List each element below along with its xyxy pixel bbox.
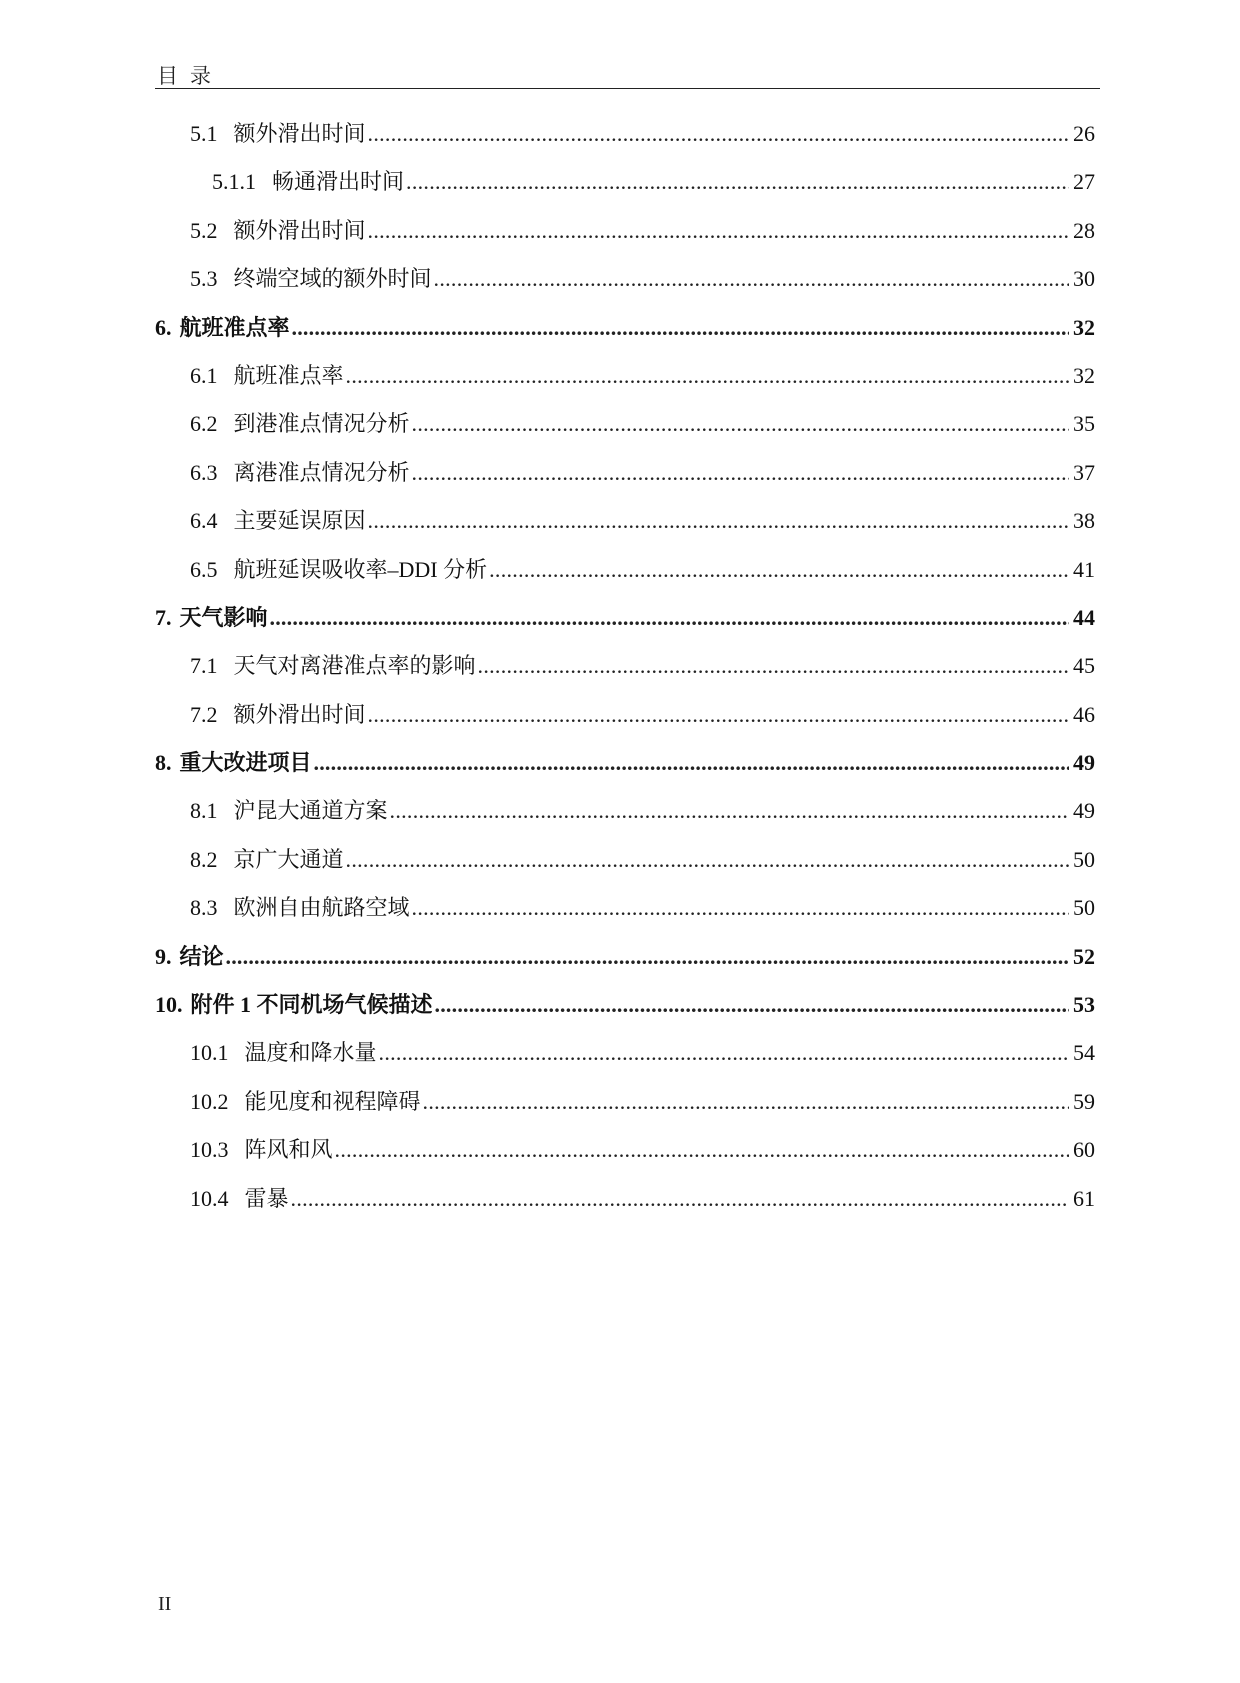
- toc-entry[interactable]: [155, 1126, 1095, 1174]
- toc-entry[interactable]: [155, 400, 1095, 448]
- toc-entry-title: 离港准点情况分析: [233, 459, 410, 485]
- toc-entry-title: 京广大通道: [233, 846, 344, 872]
- toc-entry-title: 天气影响: [179, 604, 268, 630]
- toc-entry-title: 附件 1 不同机场气候描述: [190, 992, 433, 1018]
- dot-leader: [423, 1078, 1069, 1126]
- toc-entry-number: 5.3: [190, 266, 218, 292]
- toc-entry[interactable]: [155, 642, 1095, 690]
- dot-leader: [368, 691, 1069, 739]
- toc-entry-number: 6.1: [190, 362, 218, 388]
- toc-entry-title: 到港准点情况分析: [233, 411, 410, 437]
- toc-entry-number: 10.2: [190, 1088, 229, 1114]
- toc-entry-number: 7.: [155, 604, 172, 630]
- dot-leader: [368, 497, 1069, 545]
- toc-entry-number: 10.: [155, 992, 183, 1018]
- toc-entry-page: 32: [1073, 362, 1095, 388]
- toc-entry-page: 35: [1073, 411, 1095, 437]
- toc-entry-number: 6.5: [190, 556, 218, 582]
- toc-entry[interactable]: [155, 594, 1095, 642]
- toc-entry-number: 8.: [155, 750, 172, 776]
- toc-entry-title: 天气对离港准点率的影响: [233, 653, 476, 679]
- toc-entry-number: 6.3: [190, 459, 218, 485]
- toc-entry-title: 航班准点率: [233, 362, 344, 388]
- toc-entry-page: 26: [1073, 121, 1095, 146]
- dot-leader: [406, 158, 1069, 206]
- toc-entry-title: 雷暴: [244, 1185, 289, 1211]
- toc-entry-number: 10.3: [190, 1137, 229, 1163]
- header-title: 目录: [157, 64, 223, 88]
- dot-leader: [292, 304, 1069, 352]
- toc-entry-page: 46: [1073, 701, 1095, 727]
- toc-entry-title: 欧洲自由航路空域: [233, 895, 410, 921]
- toc-entry[interactable]: [155, 1078, 1095, 1126]
- toc-entry-number: 10.4: [190, 1185, 229, 1211]
- toc-entry[interactable]: [155, 207, 1095, 255]
- toc-entry-title: 航班准点率: [179, 314, 290, 340]
- toc-entry[interactable]: [155, 110, 1095, 158]
- dot-leader: [379, 1029, 1069, 1077]
- toc-entry-title: 航班延误吸收率–DDI 分析: [233, 556, 488, 582]
- toc-entry-title: 结论: [179, 943, 224, 969]
- toc-entry-page: 38: [1073, 508, 1095, 534]
- toc-entry-page: 54: [1073, 1040, 1095, 1066]
- toc-entry-title: 额外滑出时间: [233, 217, 366, 243]
- dot-leader: [270, 594, 1069, 642]
- toc-entry-number: 5.1.1: [212, 169, 256, 195]
- toc-entry-title: 温度和降水量: [244, 1040, 377, 1066]
- toc-entry[interactable]: [155, 981, 1095, 1029]
- toc-entry[interactable]: [155, 836, 1095, 884]
- running-header: [155, 58, 1100, 89]
- dot-leader: [368, 207, 1069, 255]
- toc-entry-page: 45: [1073, 653, 1095, 679]
- toc-entry-title: 终端空域的额外时间: [233, 266, 432, 292]
- toc-entry-page: 59: [1073, 1088, 1095, 1114]
- toc-entry-page: 49: [1073, 750, 1095, 776]
- toc-entry[interactable]: [155, 884, 1095, 932]
- toc-entry-number: 8.2: [190, 846, 218, 872]
- toc-entry[interactable]: [155, 497, 1095, 545]
- toc-entry[interactable]: [155, 1029, 1095, 1077]
- dot-leader: [291, 1175, 1069, 1223]
- dot-leader: [489, 546, 1069, 594]
- toc-entry[interactable]: [155, 352, 1095, 400]
- toc-entry-page: 49: [1073, 798, 1095, 824]
- toc-entry-page: 41: [1073, 556, 1095, 582]
- toc-entry-title: 能见度和视程障碍: [244, 1088, 421, 1114]
- dot-leader: [390, 787, 1069, 835]
- toc-entry-title: 额外滑出时间: [233, 701, 366, 727]
- dot-leader: [314, 739, 1069, 787]
- toc-entry[interactable]: [155, 255, 1095, 303]
- toc-entry-number: 5.1: [190, 121, 218, 146]
- toc-entry-page: 32: [1073, 314, 1095, 340]
- toc-entry-number: 8.1: [190, 798, 218, 824]
- toc-entry[interactable]: [155, 1175, 1095, 1223]
- toc-entry-page: 50: [1073, 846, 1095, 872]
- toc-entry-title: 额外滑出时间: [233, 121, 366, 146]
- toc-entry-title: 畅通滑出时间: [272, 169, 405, 195]
- toc-entry-page: 53: [1073, 992, 1095, 1018]
- toc-entry-page: 60: [1073, 1137, 1095, 1163]
- toc-entry-number: 8.3: [190, 895, 218, 921]
- dot-leader: [434, 255, 1069, 303]
- dot-leader: [335, 1126, 1069, 1174]
- toc-entry-page: 52: [1073, 943, 1095, 969]
- toc-entry-page: 30: [1073, 266, 1095, 292]
- dot-leader: [435, 981, 1069, 1029]
- toc-entry-page: 50: [1073, 895, 1095, 921]
- toc-entry-title: 重大改进项目: [179, 750, 312, 776]
- dot-leader: [412, 884, 1069, 932]
- toc-entry-title: 沪昆大通道方案: [233, 798, 388, 824]
- dot-leader: [412, 400, 1069, 448]
- toc-entry-number: 6.: [155, 314, 172, 340]
- toc-entry[interactable]: [155, 546, 1095, 594]
- toc-entry[interactable]: [155, 449, 1095, 497]
- toc-entry-number: 7.2: [190, 701, 218, 727]
- toc-entry-page: 37: [1073, 459, 1095, 485]
- toc-entry[interactable]: [155, 691, 1095, 739]
- toc-entry[interactable]: [155, 933, 1095, 981]
- dot-leader: [346, 352, 1069, 400]
- toc-entry-number: 9.: [155, 943, 172, 969]
- toc-entry-title: 阵风和风: [244, 1137, 333, 1163]
- toc-entry-page: 61: [1073, 1185, 1095, 1211]
- toc-entry-number: 6.2: [190, 411, 218, 437]
- toc-entry-title: 主要延误原因: [233, 508, 366, 534]
- toc-entry-number: 5.2: [190, 217, 218, 243]
- table-of-contents: [155, 110, 1095, 1223]
- toc-entry-number: 7.1: [190, 653, 218, 679]
- toc-entry[interactable]: [155, 158, 1095, 206]
- toc-entry-number: 10.1: [190, 1040, 229, 1066]
- toc-entry[interactable]: [155, 304, 1095, 352]
- dot-leader: [412, 449, 1069, 497]
- dot-leader: [346, 836, 1069, 884]
- toc-entry[interactable]: [155, 739, 1095, 787]
- toc-entry-number: 6.4: [190, 508, 218, 534]
- toc-entry-page: 28: [1073, 217, 1095, 243]
- dot-leader: [226, 933, 1069, 981]
- toc-entry-page: 27: [1073, 169, 1095, 195]
- dot-leader: [478, 642, 1069, 690]
- dot-leader: [368, 110, 1069, 158]
- toc-entry-page: 44: [1073, 604, 1095, 630]
- page-number: II: [158, 1593, 172, 1615]
- toc-entry[interactable]: [155, 787, 1095, 835]
